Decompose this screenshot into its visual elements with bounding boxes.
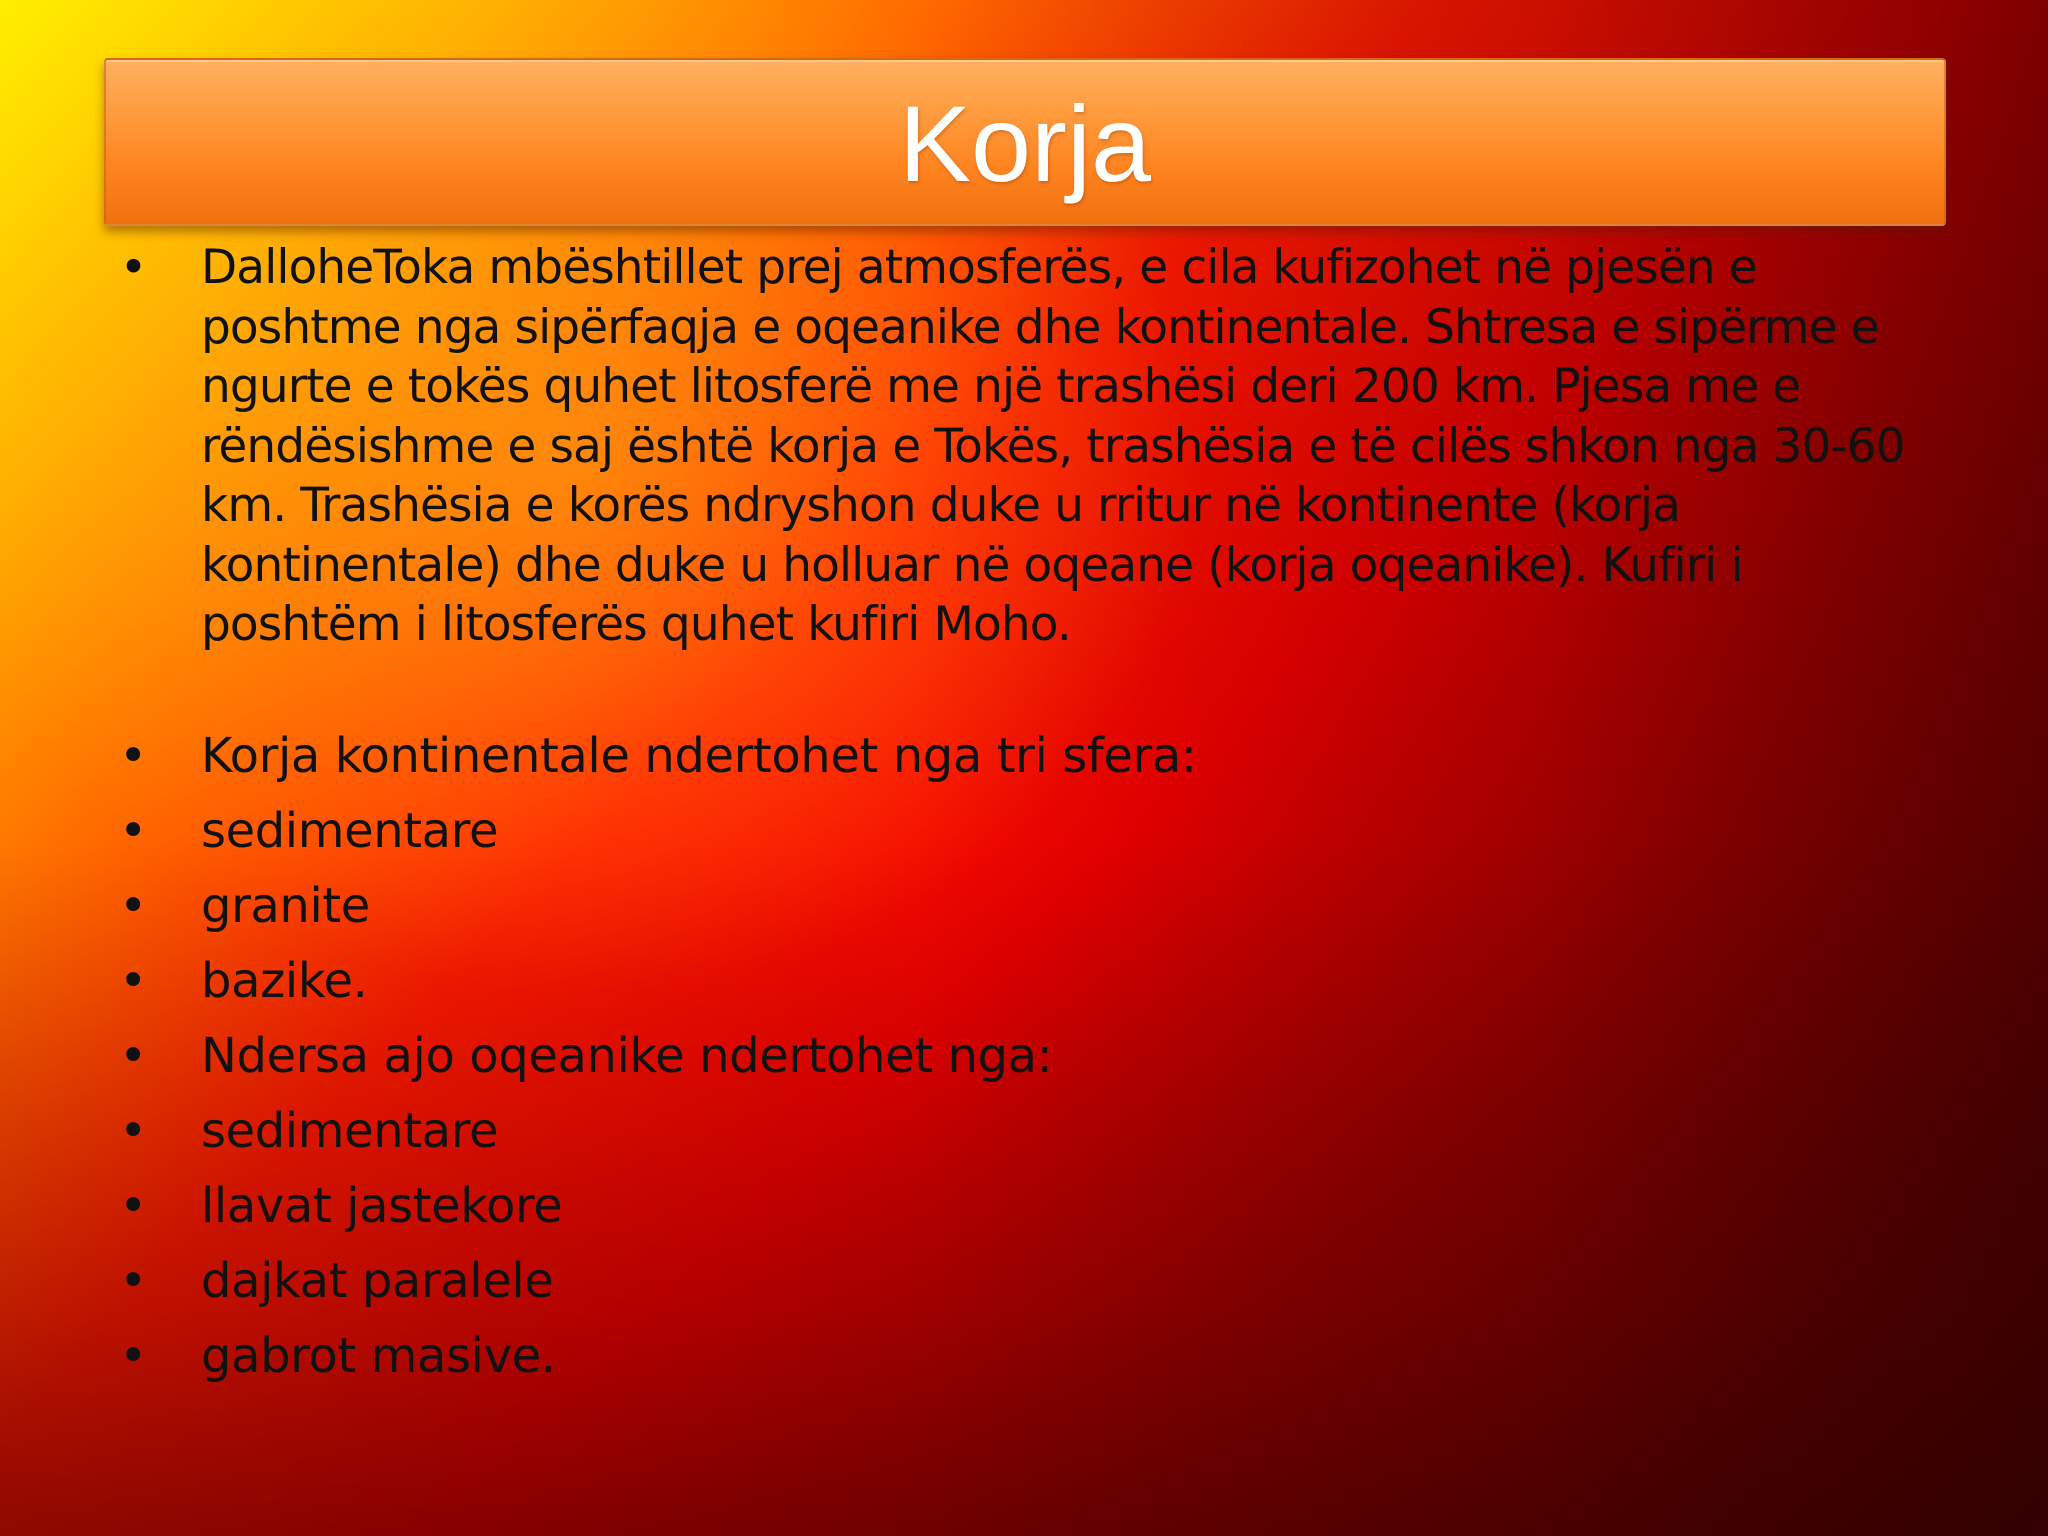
list-item-text: bazike.: [201, 952, 368, 1009]
bullet-icon: •: [119, 802, 147, 859]
bullet-paragraph: [118, 238, 1948, 655]
list-item: [118, 719, 1948, 794]
bullet-icon: •: [119, 952, 147, 1009]
list-item-text: Korja kontinentale ndertohet nga tri sfera:: [201, 727, 1197, 784]
list-item: [118, 1094, 1948, 1169]
bullet-icon: •: [119, 1177, 147, 1234]
title-bar: [104, 58, 1946, 226]
list-item-text: Ndersa ajo oqeanike ndertohet nga:: [201, 1027, 1053, 1084]
bullet-icon: •: [119, 1327, 147, 1384]
list-item-text: sedimentare: [201, 802, 499, 859]
list-item-text: gabrot masive.: [201, 1327, 556, 1384]
bullet-icon: •: [119, 877, 147, 934]
bullet-icon: •: [119, 1252, 147, 1309]
bullet-icon: •: [119, 1102, 147, 1159]
list-item-text: llavat jastekore: [201, 1177, 563, 1234]
list-item: [118, 944, 1948, 1019]
list-item: [118, 1019, 1948, 1094]
list-item: [118, 869, 1948, 944]
list-item-text: sedimentare: [201, 1102, 499, 1159]
slide-title: Korja: [898, 83, 1152, 204]
list-item: [118, 1169, 1948, 1244]
list-item: [118, 794, 1948, 869]
list-item-text: granite: [201, 877, 370, 934]
bullet-icon: •: [119, 727, 147, 784]
paragraph-text: DalloheToka mbështillet prej atmosferës, e cila kufizohet në pjesën e poshtme nga sipërfaqja e oqeanike dhe kontinentale. Shtresa e sipërme e ngurte e tokës quhet litosferë me një trashësi deri 200 km. Pjesa me e rëndësishme e saj është korja e Tokës, trashësia e të cilës shkon nga 30-60 km. Trashësia e korës ndryshon duke u rritur në kontinente (korja kontinentale) dhe duke u holluar në oqeane (korja oqeanike). Kufiri i poshtëm i litosferës quhet kufiri Moho.: [201, 240, 1905, 652]
bullet-list: [118, 238, 1948, 1394]
list-item-text: dajkat paralele: [201, 1252, 554, 1309]
list-item: [118, 1244, 1948, 1319]
list-item: [118, 1319, 1948, 1394]
bullet-icon: •: [119, 1027, 147, 1084]
bullet-icon: •: [119, 240, 147, 295]
slide-content: [118, 238, 1948, 1394]
